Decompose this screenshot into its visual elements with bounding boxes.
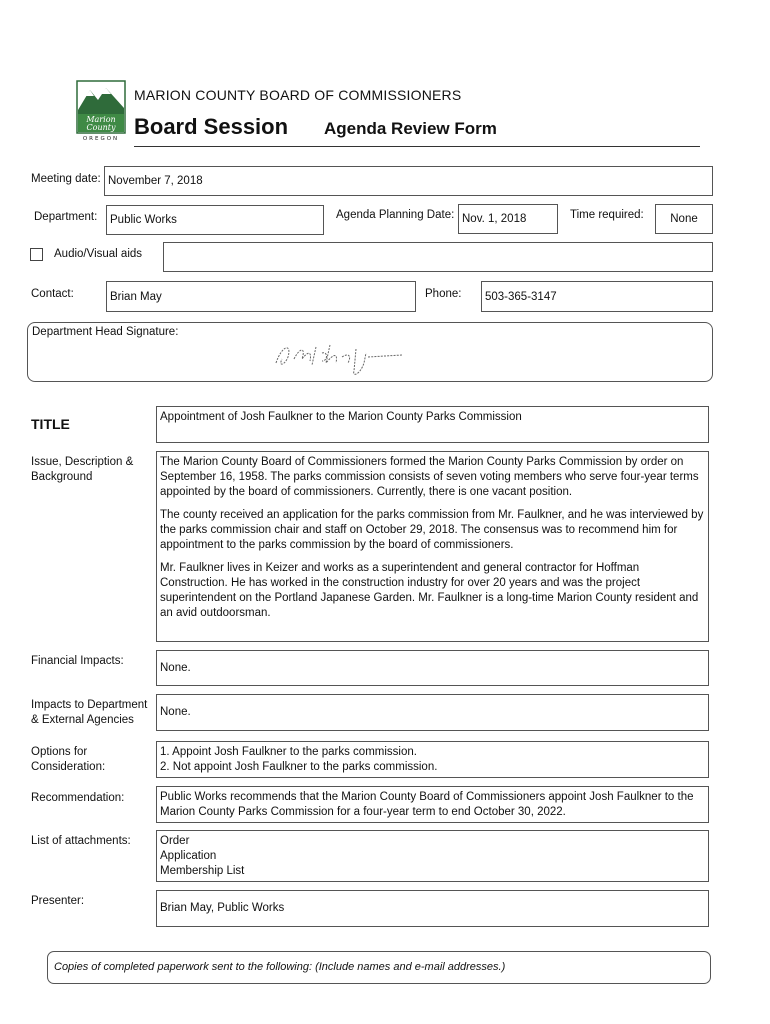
issue-paragraph: The county received an application for the parks commission from Mr. Faulkner, and he was interviewed by the parks commission chair and staff on October 29, 2018. The consensus was to recommend him for appointment to the parks commission by the board of commissioners. [160, 509, 704, 551]
audio-visual-value [164, 243, 712, 249]
title-label: TITLE [31, 416, 70, 432]
impacts-label: Impacts to Department & External Agencies [31, 699, 148, 726]
issue-paragraph: Mr. Faulkner lives in Keizer and works as a superintendent and general contractor for Hoffman Construction. He has worked in the construction industry for over 20 years and was the project superintendent on the Portland Japanese Garden. Mr. Faulkner is a long-time Marion County resident and an avid outdoorsman. [160, 562, 699, 619]
contact-field[interactable] [106, 281, 416, 312]
svg-text:County: County [86, 123, 116, 132]
copies-note: Copies of completed paperwork sent to the following: (Include names and e-mail addresses.) [54, 961, 506, 973]
financial-field[interactable] [156, 650, 709, 686]
recommendation-label: Recommendation: [31, 792, 125, 804]
contact-label: Contact: [31, 288, 74, 300]
header-divider [134, 146, 700, 147]
presenter-value: Brian May, Public Works [160, 902, 285, 914]
audio-visual-field[interactable] [163, 242, 713, 272]
issue-label: Issue, Description & Background [31, 456, 134, 483]
time-required-label: Time required: [570, 209, 644, 221]
form-subtitle: Agenda Review Form [324, 119, 497, 138]
agenda-planning-date-label: Agenda Planning Date: [336, 209, 455, 221]
title-value: Appointment of Josh Faulkner to the Marion County Parks Commission [160, 411, 522, 423]
title-field[interactable] [156, 406, 709, 443]
department-field[interactable] [106, 205, 324, 235]
svg-text:Marion: Marion [86, 115, 116, 124]
recommendation-value: Public Works recommends that the Marion County Board of Commissioners appoint Josh Faulkner to the Marion County Parks Commission for a four-year term to end October 30, 2022. [160, 791, 694, 818]
copies-field[interactable] [47, 951, 711, 984]
attachments-field[interactable] [156, 830, 709, 882]
presenter-label: Presenter: [31, 895, 85, 907]
signature-image [272, 333, 412, 377]
department-value: Public Works [110, 214, 177, 226]
options-field[interactable] [156, 741, 709, 778]
presenter-field[interactable] [156, 890, 709, 927]
attachments-label: List of attachments: [31, 835, 131, 847]
agenda-planning-date-value: Nov. 1, 2018 [462, 213, 527, 225]
marion-county-logo [76, 80, 126, 142]
options-label: Options for Consideration: [31, 746, 106, 773]
audio-visual-checkbox[interactable] [30, 248, 43, 261]
audio-visual-label: Audio/Visual aids [54, 248, 143, 260]
time-required-field[interactable] [655, 204, 713, 234]
meeting-date-field[interactable] [104, 166, 713, 196]
contact-value: Brian May [110, 291, 162, 303]
signature-field[interactable] [27, 322, 713, 382]
attachments-value: Order Application Membership List [160, 835, 245, 877]
options-value: 1. Appoint Josh Faulkner to the parks commission. 2. Not appoint Josh Faulkner to the parks commission. [160, 746, 438, 773]
svg-text:OREGON: OREGON [82, 136, 120, 142]
org-name: MARION COUNTY BOARD OF COMMISSIONERS [134, 87, 462, 103]
agenda-planning-date-field[interactable] [458, 204, 558, 234]
phone-field[interactable] [481, 281, 713, 312]
issue-paragraph: The Marion County Board of Commissioners formed the Marion County Parks Commission by order on September 16, 1958. The parks commission consists of seven voting members who serve four-year terms appointed by the board of commissioners. Currently, there is one vacant position. [160, 456, 699, 498]
financial-value: None. [160, 662, 191, 674]
phone-value: 503-365-3147 [485, 291, 557, 303]
time-required-value: None [670, 213, 698, 225]
impacts-field[interactable] [156, 694, 709, 731]
meeting-date-label: Meeting date: [31, 173, 101, 185]
issue-field[interactable] [156, 451, 709, 642]
meeting-date-value: November 7, 2018 [108, 175, 203, 187]
page-title: Board Session [134, 114, 289, 139]
recommendation-field[interactable] [156, 786, 709, 823]
phone-label: Phone: [425, 288, 462, 300]
financial-label: Financial Impacts: [31, 655, 124, 667]
department-label: Department: [34, 211, 98, 223]
signature-label: Department Head Signature: [32, 326, 179, 338]
impacts-value: None. [160, 706, 191, 718]
